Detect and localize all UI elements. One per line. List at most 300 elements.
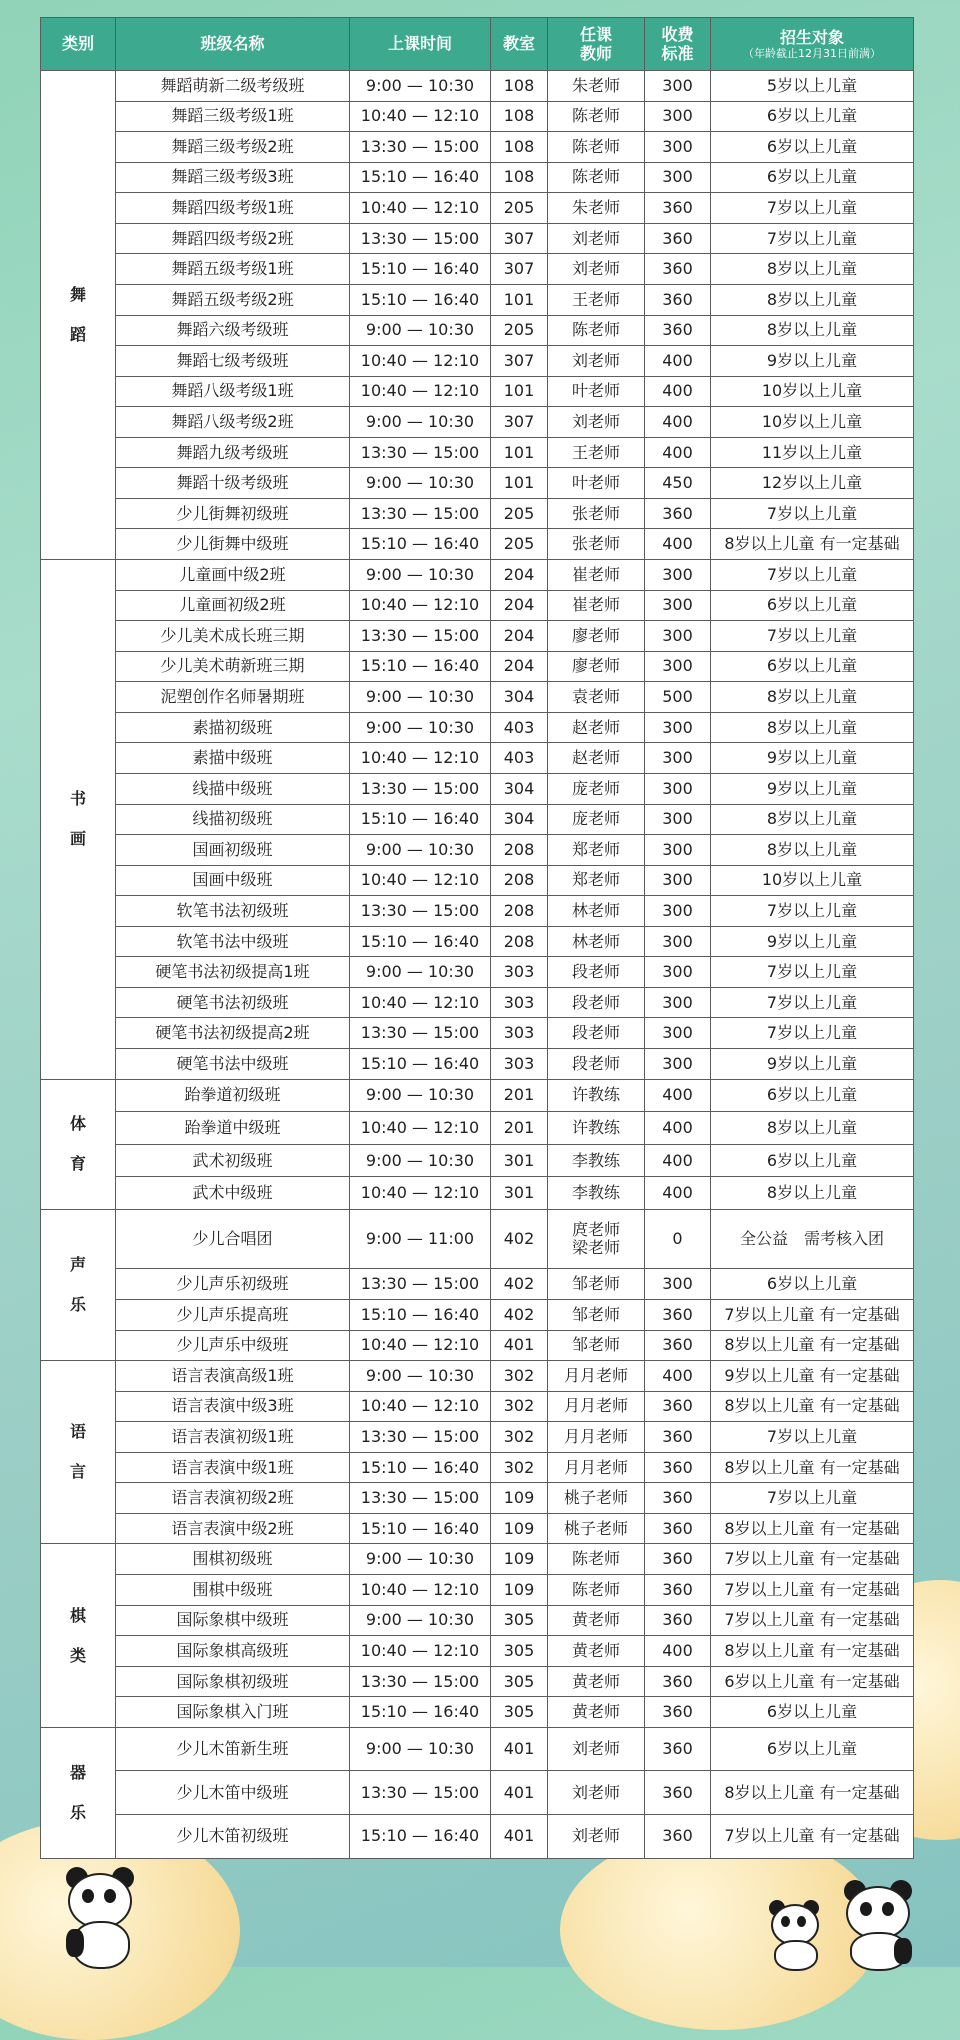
time-cell: 10:40 — 12:10	[350, 193, 491, 224]
teacher-cell: 陈老师	[548, 132, 645, 163]
teacher-cell: 许教练	[548, 1112, 645, 1145]
class-name-cell: 软笔书法中级班	[116, 926, 350, 957]
time-cell: 9:00 — 10:30	[350, 1361, 491, 1392]
teacher-cell: 月月老师	[548, 1361, 645, 1392]
time-cell: 10:40 — 12:10	[350, 1636, 491, 1667]
category-cell: 器 乐	[41, 1727, 116, 1858]
time-cell: 13:30 — 15:00	[350, 896, 491, 927]
time-cell: 13:30 — 15:00	[350, 1269, 491, 1300]
room-cell: 305	[491, 1697, 548, 1728]
class-name-cell: 舞蹈十级考级班	[116, 468, 350, 499]
teacher-cell: 李教练	[548, 1144, 645, 1177]
teacher-cell: 邹老师	[548, 1299, 645, 1330]
fee-cell: 360	[645, 1513, 711, 1544]
room-cell: 403	[491, 743, 548, 774]
target-cell: 8岁以上儿童	[711, 835, 914, 866]
table-row	[41, 1697, 914, 1728]
target-cell: 7岁以上儿童	[711, 1018, 914, 1049]
teacher-cell: 廖老师	[548, 621, 645, 652]
room-cell: 401	[491, 1771, 548, 1814]
time-cell: 15:10 — 16:40	[350, 1299, 491, 1330]
fee-cell: 360	[645, 1422, 711, 1453]
room-cell: 109	[491, 1483, 548, 1514]
table-row	[41, 1605, 914, 1636]
time-cell: 9:00 — 10:30	[350, 835, 491, 866]
class-name-cell: 儿童画初级2班	[116, 590, 350, 621]
time-cell: 10:40 — 12:10	[350, 1330, 491, 1361]
fee-cell: 300	[645, 773, 711, 804]
teacher-cell: 王老师	[548, 284, 645, 315]
table-row	[41, 1330, 914, 1361]
class-name-cell: 围棋初级班	[116, 1544, 350, 1575]
target-cell: 8岁以上儿童 有一定基础	[711, 1636, 914, 1667]
target-cell: 7岁以上儿童 有一定基础	[711, 1299, 914, 1330]
table-row	[41, 1636, 914, 1667]
table-row	[41, 1575, 914, 1606]
table-row	[41, 1209, 914, 1269]
fee-cell: 400	[645, 529, 711, 560]
table-row	[41, 1513, 914, 1544]
target-cell: 6岁以上儿童	[711, 1697, 914, 1728]
time-cell: 9:00 — 11:00	[350, 1209, 491, 1269]
class-name-cell: 泥塑创作名师暑期班	[116, 682, 350, 713]
target-cell: 全公益 需考核入团	[711, 1209, 914, 1269]
class-name-cell: 围棋中级班	[116, 1575, 350, 1606]
teacher-cell: 王老师	[548, 437, 645, 468]
category-cell: 语 言	[41, 1361, 116, 1544]
time-cell: 9:00 — 10:30	[350, 407, 491, 438]
fee-cell: 400	[645, 1144, 711, 1177]
table-row	[41, 284, 914, 315]
room-cell: 208	[491, 835, 548, 866]
fee-cell: 450	[645, 468, 711, 499]
room-cell: 301	[491, 1144, 548, 1177]
teacher-cell: 叶老师	[548, 376, 645, 407]
teacher-cell: 刘老师	[548, 1814, 645, 1858]
teacher-cell: 庞老师	[548, 773, 645, 804]
target-cell: 7岁以上儿童 有一定基础	[711, 1544, 914, 1575]
teacher-cell: 段老师	[548, 957, 645, 988]
fee-cell: 300	[645, 101, 711, 132]
teacher-cell: 庹老师 梁老师	[548, 1209, 645, 1269]
room-cell: 303	[491, 1049, 548, 1080]
time-cell: 9:00 — 10:30	[350, 71, 491, 102]
class-name-cell: 少儿木笛中级班	[116, 1771, 350, 1814]
class-name-cell: 舞蹈三级考级1班	[116, 101, 350, 132]
fee-cell: 300	[645, 590, 711, 621]
class-schedule-table	[40, 17, 914, 1859]
room-cell: 301	[491, 1177, 548, 1210]
class-name-cell: 国际象棋高级班	[116, 1636, 350, 1667]
class-name-cell: 舞蹈九级考级班	[116, 437, 350, 468]
teacher-cell: 邹老师	[548, 1269, 645, 1300]
teacher-cell: 刘老师	[548, 346, 645, 377]
teacher-cell: 月月老师	[548, 1452, 645, 1483]
fee-cell: 300	[645, 896, 711, 927]
header-fee: 收费 标准	[645, 18, 711, 71]
room-cell: 303	[491, 957, 548, 988]
table-row	[41, 1544, 914, 1575]
fee-cell: 360	[645, 1605, 711, 1636]
target-cell: 8岁以上儿童	[711, 1177, 914, 1210]
room-cell: 307	[491, 223, 548, 254]
time-cell: 13:30 — 15:00	[350, 1422, 491, 1453]
table-row	[41, 193, 914, 224]
category-cell: 体 育	[41, 1079, 116, 1209]
time-cell: 13:30 — 15:00	[350, 1666, 491, 1697]
time-cell: 15:10 — 16:40	[350, 651, 491, 682]
table-row	[41, 407, 914, 438]
table-row	[41, 1391, 914, 1422]
room-cell: 402	[491, 1299, 548, 1330]
class-name-cell: 武术初级班	[116, 1144, 350, 1177]
fee-cell: 360	[645, 1814, 711, 1858]
room-cell: 101	[491, 437, 548, 468]
time-cell: 10:40 — 12:10	[350, 743, 491, 774]
table-row	[41, 1666, 914, 1697]
fee-cell: 300	[645, 1049, 711, 1080]
fee-cell: 300	[645, 835, 711, 866]
table-row	[41, 1299, 914, 1330]
table-row	[41, 1483, 914, 1514]
target-cell: 8岁以上儿童	[711, 284, 914, 315]
room-cell: 302	[491, 1422, 548, 1453]
fee-cell: 360	[645, 1544, 711, 1575]
target-cell: 8岁以上儿童 有一定基础	[711, 1330, 914, 1361]
target-cell: 9岁以上儿童	[711, 773, 914, 804]
teacher-cell: 陈老师	[548, 162, 645, 193]
table-row	[41, 560, 914, 591]
target-cell: 10岁以上儿童	[711, 865, 914, 896]
table-row	[41, 773, 914, 804]
time-cell: 10:40 — 12:10	[350, 987, 491, 1018]
teacher-cell: 崔老师	[548, 560, 645, 591]
target-cell: 8岁以上儿童	[711, 1112, 914, 1145]
teacher-cell: 郑老师	[548, 865, 645, 896]
fee-cell: 300	[645, 987, 711, 1018]
class-name-cell: 国画中级班	[116, 865, 350, 896]
class-name-cell: 硬笔书法初级班	[116, 987, 350, 1018]
time-cell: 13:30 — 15:00	[350, 773, 491, 804]
fee-cell: 360	[645, 1483, 711, 1514]
table-row	[41, 896, 914, 927]
teacher-cell: 张老师	[548, 498, 645, 529]
table-row	[41, 468, 914, 499]
category-cell: 棋 类	[41, 1544, 116, 1727]
table-row	[41, 1422, 914, 1453]
time-cell: 15:10 — 16:40	[350, 1697, 491, 1728]
table-row	[41, 682, 914, 713]
target-cell: 7岁以上儿童	[711, 223, 914, 254]
table-row	[41, 1079, 914, 1112]
time-cell: 9:00 — 10:30	[350, 957, 491, 988]
time-cell: 13:30 — 15:00	[350, 223, 491, 254]
target-cell: 6岁以上儿童 有一定基础	[711, 1666, 914, 1697]
teacher-cell: 月月老师	[548, 1422, 645, 1453]
class-name-cell: 国际象棋中级班	[116, 1605, 350, 1636]
teacher-cell: 林老师	[548, 896, 645, 927]
time-cell: 15:10 — 16:40	[350, 529, 491, 560]
class-name-cell: 舞蹈八级考级1班	[116, 376, 350, 407]
target-cell: 6岁以上儿童	[711, 590, 914, 621]
time-cell: 10:40 — 12:10	[350, 1391, 491, 1422]
panda-icon	[838, 1878, 918, 1967]
class-name-cell: 线描初级班	[116, 804, 350, 835]
time-cell: 15:10 — 16:40	[350, 1513, 491, 1544]
time-cell: 10:40 — 12:10	[350, 376, 491, 407]
table-row	[41, 621, 914, 652]
panda-icon	[765, 1898, 823, 1967]
target-cell: 7岁以上儿童 有一定基础	[711, 1605, 914, 1636]
target-cell: 7岁以上儿童	[711, 896, 914, 927]
table-header-row	[41, 18, 914, 71]
room-cell: 201	[491, 1112, 548, 1145]
table-row	[41, 1112, 914, 1145]
room-cell: 305	[491, 1636, 548, 1667]
class-name-cell: 少儿街舞中级班	[116, 529, 350, 560]
class-name-cell: 语言表演中级2班	[116, 1513, 350, 1544]
room-cell: 109	[491, 1575, 548, 1606]
target-cell: 7岁以上儿童	[711, 560, 914, 591]
target-cell: 7岁以上儿童 有一定基础	[711, 1814, 914, 1858]
fee-cell: 300	[645, 1269, 711, 1300]
teacher-cell: 月月老师	[548, 1391, 645, 1422]
class-name-cell: 国画初级班	[116, 835, 350, 866]
fee-cell: 360	[645, 1299, 711, 1330]
time-cell: 13:30 — 15:00	[350, 132, 491, 163]
target-cell: 7岁以上儿童	[711, 1422, 914, 1453]
teacher-cell: 刘老师	[548, 223, 645, 254]
target-cell: 6岁以上儿童	[711, 1079, 914, 1112]
teacher-cell: 赵老师	[548, 743, 645, 774]
room-cell: 401	[491, 1330, 548, 1361]
fee-cell: 300	[645, 651, 711, 682]
table-row	[41, 132, 914, 163]
room-cell: 101	[491, 284, 548, 315]
room-cell: 108	[491, 101, 548, 132]
target-cell: 8岁以上儿童 有一定基础	[711, 1391, 914, 1422]
fee-cell: 360	[645, 193, 711, 224]
teacher-cell: 朱老师	[548, 71, 645, 102]
time-cell: 9:00 — 10:30	[350, 1544, 491, 1575]
room-cell: 307	[491, 407, 548, 438]
time-cell: 9:00 — 10:30	[350, 712, 491, 743]
target-cell: 6岁以上儿童	[711, 1144, 914, 1177]
room-cell: 204	[491, 590, 548, 621]
class-name-cell: 少儿声乐提高班	[116, 1299, 350, 1330]
target-cell: 10岁以上儿童	[711, 376, 914, 407]
teacher-cell: 陈老师	[548, 101, 645, 132]
room-cell: 101	[491, 376, 548, 407]
room-cell: 208	[491, 926, 548, 957]
table-row	[41, 743, 914, 774]
fee-cell: 300	[645, 865, 711, 896]
target-cell: 5岁以上儿童	[711, 71, 914, 102]
fee-cell: 400	[645, 1177, 711, 1210]
time-cell: 9:00 — 10:30	[350, 315, 491, 346]
class-name-cell: 国际象棋入门班	[116, 1697, 350, 1728]
fee-cell: 360	[645, 1666, 711, 1697]
teacher-cell: 黄老师	[548, 1636, 645, 1667]
class-name-cell: 跆拳道初级班	[116, 1079, 350, 1112]
fee-cell: 360	[645, 1330, 711, 1361]
table-row	[41, 865, 914, 896]
time-cell: 10:40 — 12:10	[350, 101, 491, 132]
fee-cell: 300	[645, 743, 711, 774]
header-teacher: 任课 教师	[548, 18, 645, 71]
class-name-cell: 硬笔书法中级班	[116, 1049, 350, 1080]
class-name-cell: 国际象棋初级班	[116, 1666, 350, 1697]
header-time: 上课时间	[350, 18, 491, 71]
fee-cell: 400	[645, 407, 711, 438]
room-cell: 208	[491, 896, 548, 927]
header-category: 类别	[41, 18, 116, 71]
category-cell: 声 乐	[41, 1209, 116, 1360]
table-row	[41, 590, 914, 621]
room-cell: 101	[491, 468, 548, 499]
target-cell: 9岁以上儿童	[711, 346, 914, 377]
class-name-cell: 少儿街舞初级班	[116, 498, 350, 529]
room-cell: 205	[491, 193, 548, 224]
table-row	[41, 223, 914, 254]
room-cell: 205	[491, 498, 548, 529]
teacher-cell: 黄老师	[548, 1697, 645, 1728]
teacher-cell: 邹老师	[548, 1330, 645, 1361]
fee-cell: 400	[645, 1361, 711, 1392]
room-cell: 403	[491, 712, 548, 743]
table-row	[41, 804, 914, 835]
fee-cell: 400	[645, 376, 711, 407]
fee-cell: 300	[645, 712, 711, 743]
fee-cell: 300	[645, 957, 711, 988]
target-cell: 8岁以上儿童 有一定基础	[711, 1771, 914, 1814]
class-name-cell: 少儿美术萌新班三期	[116, 651, 350, 682]
target-cell: 8岁以上儿童	[711, 315, 914, 346]
class-name-cell: 跆拳道中级班	[116, 1112, 350, 1145]
teacher-cell: 刘老师	[548, 254, 645, 285]
table-row	[41, 346, 914, 377]
table-row	[41, 71, 914, 102]
teacher-cell: 黄老师	[548, 1666, 645, 1697]
target-cell: 6岁以上儿童	[711, 132, 914, 163]
table-row	[41, 957, 914, 988]
teacher-cell: 桃子老师	[548, 1483, 645, 1514]
time-cell: 9:00 — 10:30	[350, 682, 491, 713]
fee-cell: 300	[645, 162, 711, 193]
class-name-cell: 舞蹈五级考级1班	[116, 254, 350, 285]
fee-cell: 500	[645, 682, 711, 713]
room-cell: 302	[491, 1452, 548, 1483]
fee-cell: 300	[645, 71, 711, 102]
teacher-cell: 段老师	[548, 1018, 645, 1049]
target-cell: 12岁以上儿童	[711, 468, 914, 499]
room-cell: 302	[491, 1391, 548, 1422]
class-name-cell: 舞蹈三级考级3班	[116, 162, 350, 193]
target-cell: 9岁以上儿童	[711, 743, 914, 774]
target-cell: 8岁以上儿童 有一定基础	[711, 1513, 914, 1544]
target-cell: 6岁以上儿童	[711, 1269, 914, 1300]
teacher-cell: 陈老师	[548, 1575, 645, 1606]
class-name-cell: 武术中级班	[116, 1177, 350, 1210]
target-cell: 8岁以上儿童 有一定基础	[711, 529, 914, 560]
fee-cell: 360	[645, 1771, 711, 1814]
target-cell: 11岁以上儿童	[711, 437, 914, 468]
teacher-cell: 赵老师	[548, 712, 645, 743]
fee-cell: 360	[645, 1575, 711, 1606]
fee-cell: 400	[645, 437, 711, 468]
room-cell: 401	[491, 1814, 548, 1858]
target-cell: 7岁以上儿童	[711, 957, 914, 988]
room-cell: 108	[491, 71, 548, 102]
fee-cell: 300	[645, 804, 711, 835]
class-name-cell: 素描中级班	[116, 743, 350, 774]
class-name-cell: 舞蹈三级考级2班	[116, 132, 350, 163]
table-row	[41, 162, 914, 193]
teacher-cell: 林老师	[548, 926, 645, 957]
time-cell: 10:40 — 12:10	[350, 346, 491, 377]
time-cell: 15:10 — 16:40	[350, 1049, 491, 1080]
time-cell: 13:30 — 15:00	[350, 621, 491, 652]
target-cell: 8岁以上儿童 有一定基础	[711, 1452, 914, 1483]
table-row	[41, 437, 914, 468]
target-cell: 7岁以上儿童	[711, 498, 914, 529]
time-cell: 9:00 — 10:30	[350, 1727, 491, 1770]
time-cell: 15:10 — 16:40	[350, 1814, 491, 1858]
category-cell: 书 画	[41, 560, 116, 1080]
room-cell: 402	[491, 1269, 548, 1300]
teacher-cell: 陈老师	[548, 1544, 645, 1575]
teacher-cell: 刘老师	[548, 1727, 645, 1770]
time-cell: 10:40 — 12:10	[350, 1575, 491, 1606]
teacher-cell: 刘老师	[548, 1771, 645, 1814]
class-name-cell: 少儿美术成长班三期	[116, 621, 350, 652]
target-cell: 7岁以上儿童	[711, 193, 914, 224]
fee-cell: 360	[645, 1391, 711, 1422]
time-cell: 15:10 — 16:40	[350, 804, 491, 835]
class-name-cell: 语言表演初级1班	[116, 1422, 350, 1453]
room-cell: 305	[491, 1605, 548, 1636]
room-cell: 204	[491, 621, 548, 652]
panda-icon	[60, 1865, 140, 1965]
table-row	[41, 1177, 914, 1210]
fee-cell: 300	[645, 926, 711, 957]
fee-cell: 300	[645, 132, 711, 163]
table-row	[41, 1361, 914, 1392]
table-row	[41, 1018, 914, 1049]
time-cell: 13:30 — 15:00	[350, 498, 491, 529]
table-row	[41, 1144, 914, 1177]
time-cell: 13:30 — 15:00	[350, 1483, 491, 1514]
target-cell: 7岁以上儿童	[711, 1483, 914, 1514]
target-cell: 9岁以上儿童	[711, 926, 914, 957]
fee-cell: 0	[645, 1209, 711, 1269]
room-cell: 303	[491, 1018, 548, 1049]
fee-cell: 360	[645, 223, 711, 254]
table-row	[41, 987, 914, 1018]
room-cell: 307	[491, 254, 548, 285]
fee-cell: 300	[645, 560, 711, 591]
teacher-cell: 崔老师	[548, 590, 645, 621]
table-row	[41, 1269, 914, 1300]
room-cell: 305	[491, 1666, 548, 1697]
room-cell: 208	[491, 865, 548, 896]
room-cell: 401	[491, 1727, 548, 1770]
fee-cell: 360	[645, 1697, 711, 1728]
room-cell: 109	[491, 1544, 548, 1575]
target-cell: 6岁以上儿童	[711, 1727, 914, 1770]
time-cell: 10:40 — 12:10	[350, 590, 491, 621]
time-cell: 15:10 — 16:40	[350, 926, 491, 957]
